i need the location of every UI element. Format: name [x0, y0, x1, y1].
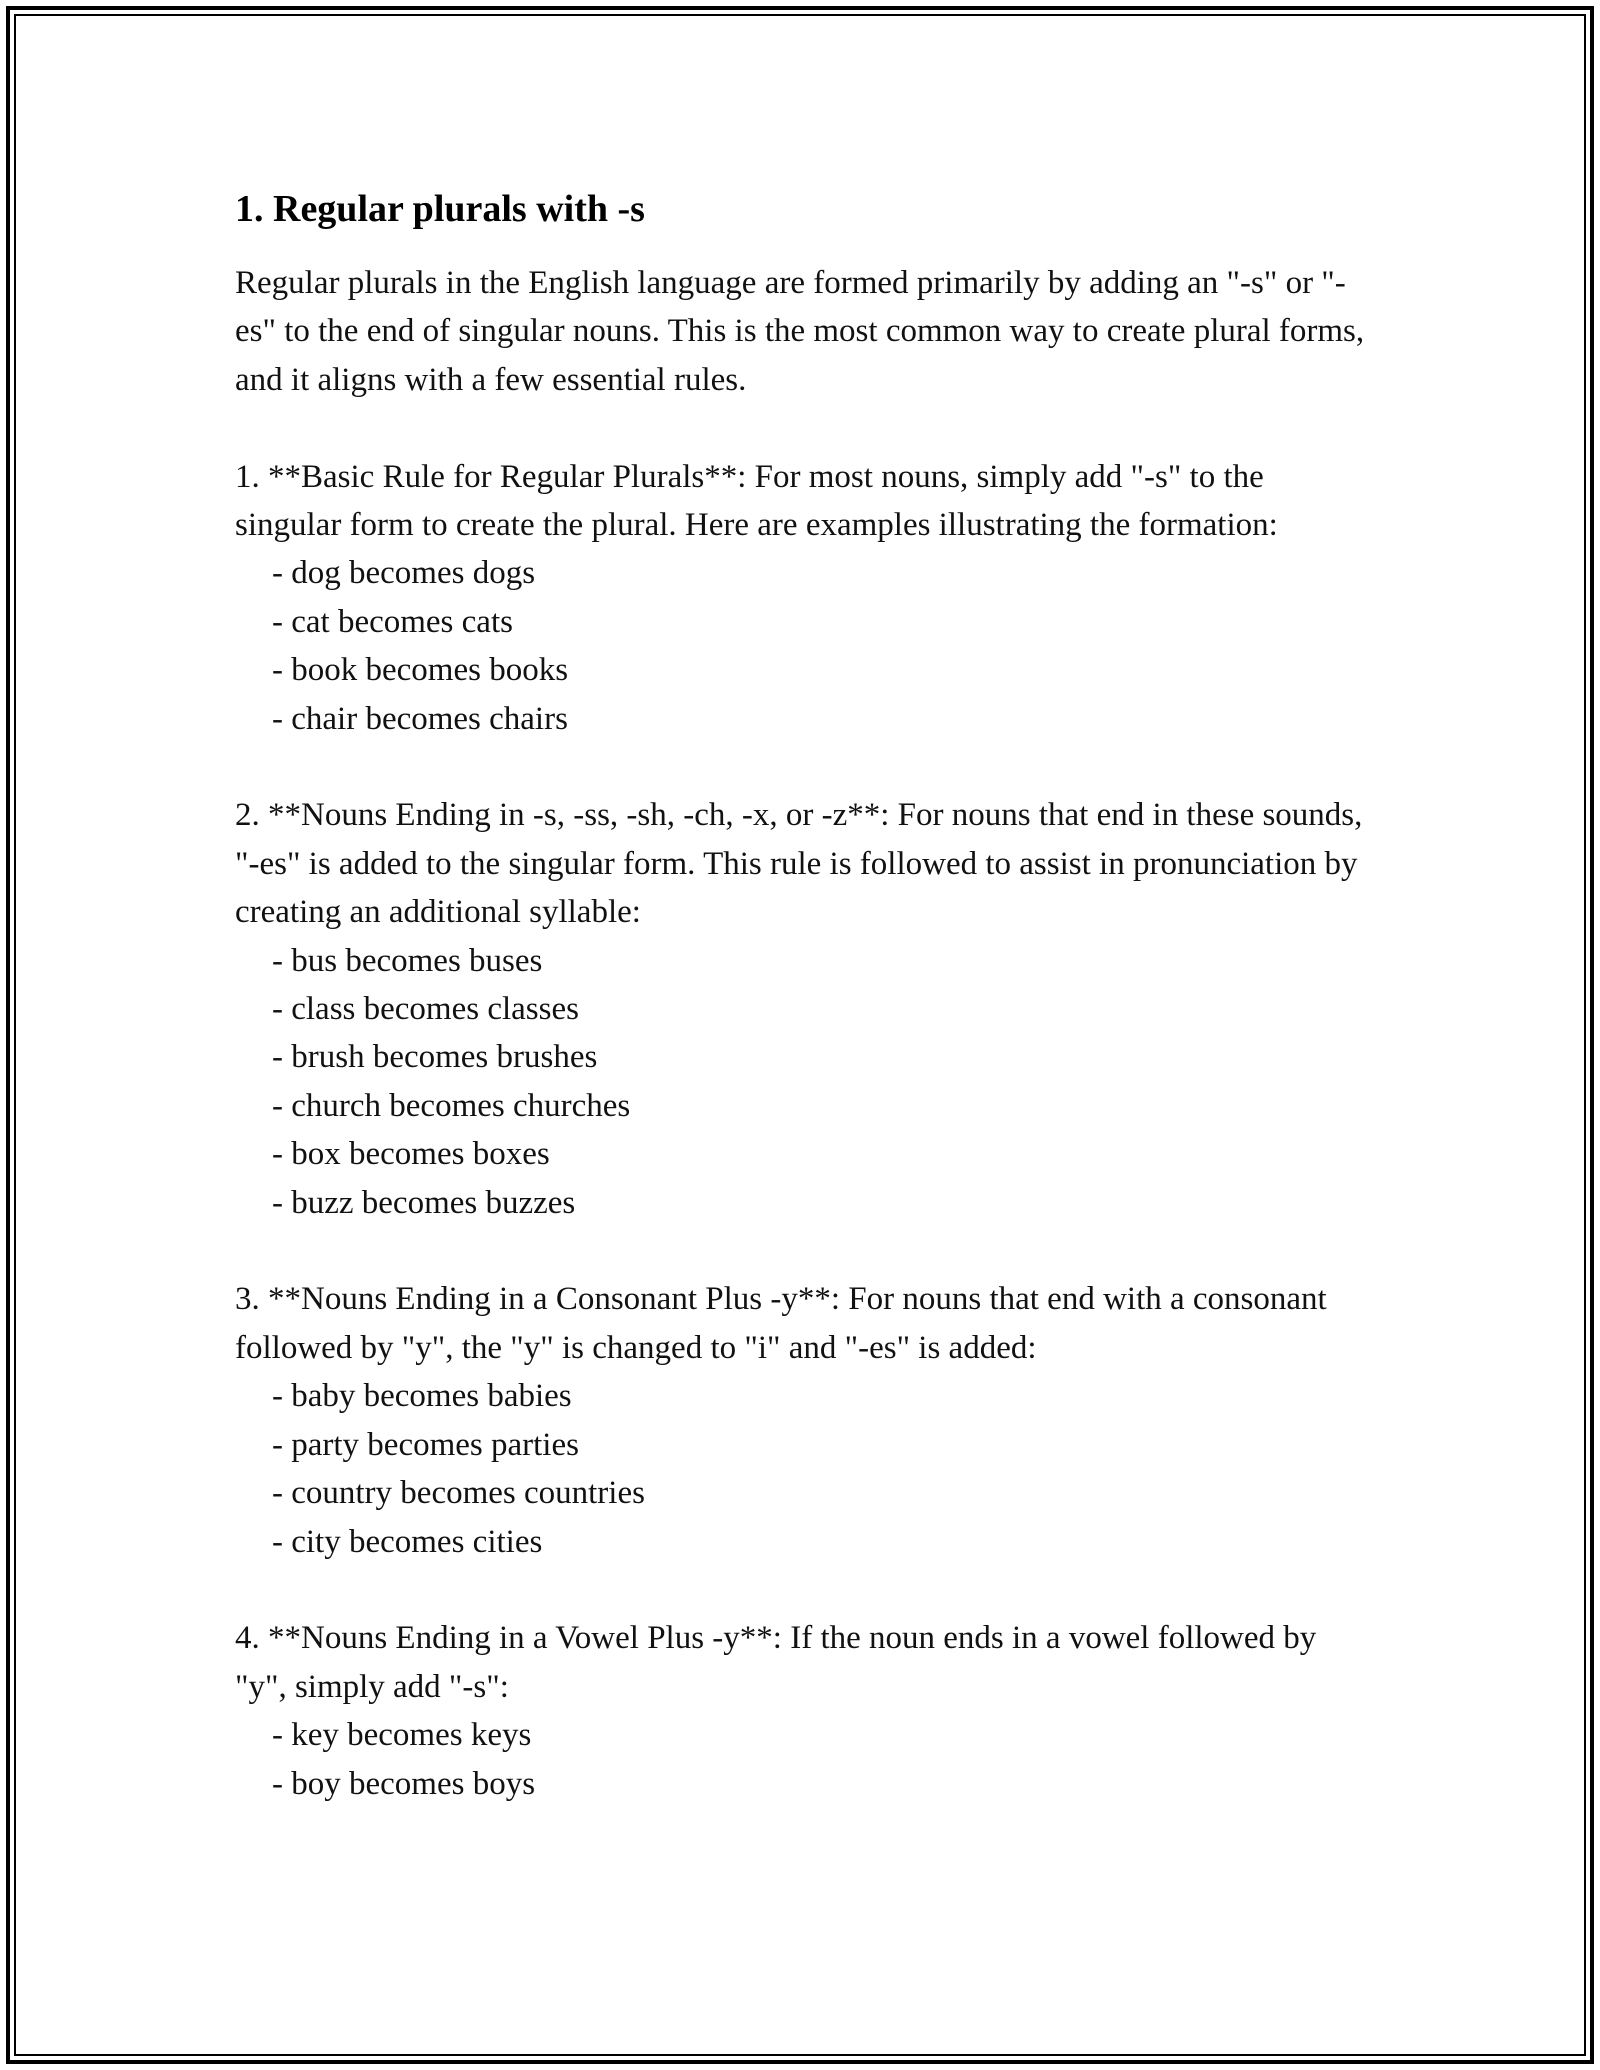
example-item: - book becomes books: [272, 652, 569, 689]
example-item: - box becomes boxes: [272, 1136, 550, 1173]
example-list: [235, 549, 1375, 743]
document-page: [235, 185, 1375, 1808]
section-heading: 1. Regular plurals with -s: [235, 188, 645, 230]
rule-description: 2. **Nouns Ending in -s, -ss, -sh, -ch, -x, or -z**: For nouns that end in these sounds, "-es" is added to the singular form. This rule is followed to assist in pronunciation by creating an additional syllable:: [235, 797, 1363, 931]
example-item: - country becomes countries: [272, 1475, 645, 1512]
rule-section-1: [235, 453, 1375, 743]
example-item: - party becomes parties: [272, 1426, 579, 1463]
spacer: [235, 1566, 1375, 1614]
example-item: - cat becomes cats: [272, 603, 513, 640]
example-item: - buzz becomes buzzes: [272, 1184, 576, 1221]
rule-section-4: [235, 1614, 1375, 1808]
example-list: [235, 937, 1375, 1227]
example-item: - brush becomes brushes: [272, 1039, 598, 1076]
example-item: - boy becomes boys: [272, 1765, 536, 1802]
example-list: [235, 1711, 1375, 1808]
example-item: - bus becomes buses: [272, 942, 543, 979]
intro-paragraph: Regular plurals in the English language are formed primarily by adding an "-s" or "-es" to the end of singular nouns. This is the most common way to create plural forms, and it aligns with a few essential rules.: [235, 265, 1365, 398]
spacer: [235, 1227, 1375, 1275]
rule-description: 4. **Nouns Ending in a Vowel Plus -y**: If the noun ends in a vowel followed by "y", simply add "-s":: [235, 1620, 1317, 1705]
rule-description: 1. **Basic Rule for Regular Plurals**: For most nouns, simply add "-s" to the singular form to create the plural. Here are examples illustrating the formation:: [235, 458, 1278, 544]
example-item: - key becomes keys: [272, 1717, 532, 1754]
example-item: - city becomes cities: [272, 1523, 543, 1560]
example-item: - church becomes churches: [272, 1087, 631, 1124]
example-list: [235, 1372, 1375, 1566]
spacer: [235, 743, 1375, 791]
rule-section-2: [235, 791, 1375, 1227]
example-item: - dog becomes dogs: [272, 555, 536, 592]
example-item: - chair becomes chairs: [272, 700, 568, 737]
rule-section-3: [235, 1275, 1375, 1565]
example-item: - baby becomes babies: [272, 1378, 572, 1415]
spacer: [235, 404, 1375, 452]
example-item: - class becomes classes: [272, 991, 579, 1028]
rule-description: 3. **Nouns Ending in a Consonant Plus -y**: For nouns that end with a consonant followed by "y", the "y" is changed to "i" and "-es" is added:: [235, 1281, 1327, 1366]
